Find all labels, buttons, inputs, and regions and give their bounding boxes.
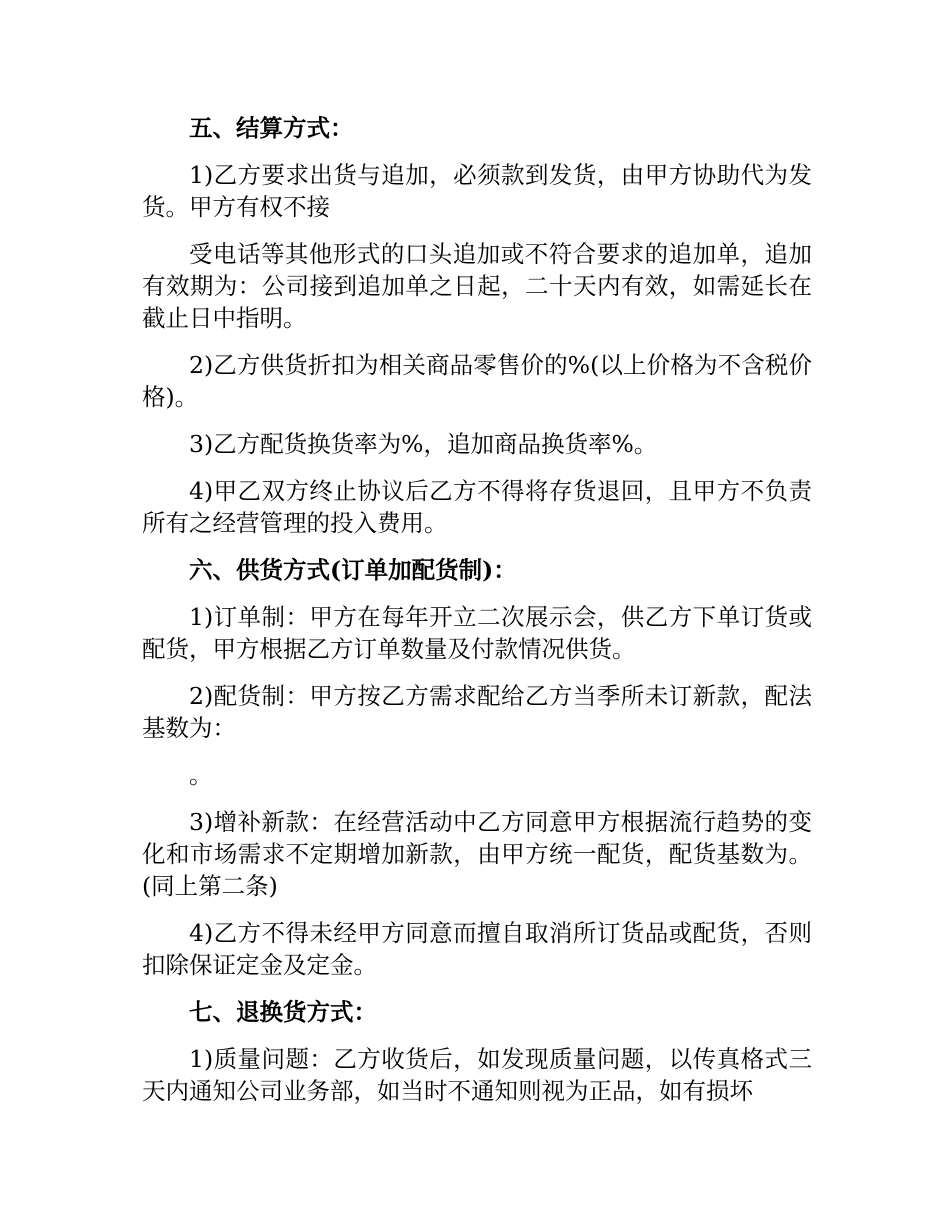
section-5-paragraph-4: 3)乙方配货换货率为%，追加商品换货率%。 (189, 430, 658, 458)
section-6-heading: 六、供货方式(订单加配货制)： (189, 556, 517, 584)
section-5-heading: 五、结算方式： (189, 114, 354, 142)
section-7-heading: 七、退换货方式： (189, 998, 377, 1026)
section-5-paragraph-3: 2)乙方供货折扣为相关商品零售价的%(以上价格为不含税价格)。 (142, 351, 812, 411)
section-6-paragraph-2: 2)配货制：甲方按乙方需求配给乙方当季所未订新款，配法基数为： (142, 682, 812, 742)
section-7-paragraph-1: 1)质量问题：乙方收货后，如发现质量问题，以传真格式三天内通知公司业务部，如当时不通知则视为正品，如有损坏 (142, 1045, 812, 1105)
section-6-paragraph-4: 3)增补新款：在经营活动中乙方同意甲方根据流行趋势的变化和市场需求不定期增加新款，由甲方统一配货，配货基数为。(同上第二条) (142, 808, 812, 900)
document-page (142, 112, 812, 1122)
section-5-paragraph-5: 4)甲乙双方终止协议后乙方不得将存货退回，且甲方不负责所有之经营管理的投入费用。 (142, 477, 812, 537)
section-5-paragraph-1: 1)乙方要求出货与追加，必须款到发货，由甲方协助代为发货。甲方有权不接 (142, 161, 812, 221)
section-5-paragraph-2: 受电话等其他形式的口头追加或不符合要求的追加单，追加有效期为：公司接到追加单之日起，二十天内有效，如需延长在截止日中指明。 (142, 240, 812, 332)
section-6-paragraph-3: 。 (189, 761, 213, 789)
section-6-paragraph-5: 4)乙方不得未经甲方同意而擅自取消所订货品或配货，否则扣除保证定金及定金。 (142, 919, 812, 979)
section-6-paragraph-1: 1)订单制：甲方在每年开立二次展示会，供乙方下单订货或配货，甲方根据乙方订单数量及付款情况供货。 (142, 603, 812, 663)
